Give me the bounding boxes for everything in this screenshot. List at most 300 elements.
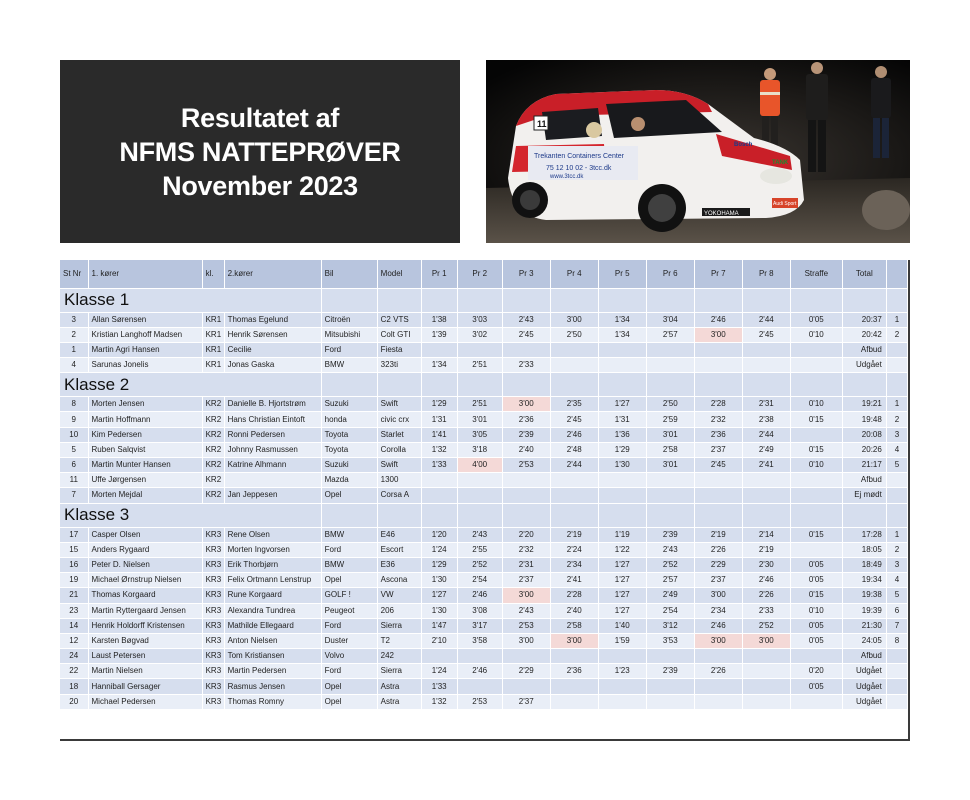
table-cell <box>550 649 598 664</box>
table-cell: Toyota <box>321 427 377 442</box>
table-cell: 12 <box>60 633 88 648</box>
table-cell: 2'31 <box>742 397 790 412</box>
table-row <box>60 312 908 327</box>
table-cell <box>598 342 646 357</box>
table-cell: 2'37 <box>502 694 550 709</box>
table-cell: Kim Pedersen <box>88 427 202 442</box>
table-cell: 0'15 <box>790 527 842 542</box>
table-cell: Johnny Rasmussen <box>224 442 321 457</box>
empty-cell <box>790 503 842 527</box>
table-cell <box>421 649 457 664</box>
table-cell: 2'19 <box>694 527 742 542</box>
table-cell: 2'50 <box>646 397 694 412</box>
table-row <box>60 557 908 572</box>
table-cell: Opel <box>321 573 377 588</box>
table-cell <box>421 342 457 357</box>
empty-cell <box>742 503 790 527</box>
table-cell: 5 <box>886 458 907 473</box>
empty-cell <box>742 373 790 397</box>
table-cell: Henrik Holdorff Kristensen <box>88 618 202 633</box>
table-cell: 242 <box>377 649 421 664</box>
table-cell <box>502 342 550 357</box>
klasse-heading: Klasse 3 <box>60 503 321 527</box>
table-row <box>60 412 908 427</box>
table-cell <box>694 473 742 488</box>
car-sponsor-text: YOKOHAMA <box>704 211 739 217</box>
table-cell: Allan Sørensen <box>88 312 202 327</box>
empty-cell <box>550 288 598 312</box>
table-cell: 2 <box>886 542 907 557</box>
table-row <box>60 342 908 357</box>
table-cell: KR3 <box>202 557 224 572</box>
table-cell <box>421 473 457 488</box>
table-cell: 2'58 <box>646 442 694 457</box>
table-cell: 2'54 <box>646 603 694 618</box>
car-sponsor-text: Audi Sport <box>773 201 797 207</box>
table-row <box>60 573 908 588</box>
table-cell: civic crx <box>377 412 421 427</box>
column-header: Pr 6 <box>646 260 694 288</box>
table-cell: honda <box>321 412 377 427</box>
table-cell: 2'45 <box>502 327 550 342</box>
table-cell: 20:42 <box>842 327 886 342</box>
table-cell <box>790 694 842 709</box>
table-cell <box>742 694 790 709</box>
column-header: 1. kører <box>88 260 202 288</box>
table-cell: 3'02 <box>457 327 502 342</box>
table-cell: 7 <box>886 618 907 633</box>
table-cell <box>550 679 598 694</box>
table-cell: 1 <box>886 397 907 412</box>
empty-cell <box>646 288 694 312</box>
table-cell: Hanniball Gersager <box>88 679 202 694</box>
rally-car-photo <box>486 60 910 243</box>
table-cell <box>886 473 907 488</box>
table-cell: 1'30 <box>421 573 457 588</box>
column-header: Model <box>377 260 421 288</box>
table-cell: Afbud <box>842 649 886 664</box>
table-cell: 17 <box>60 527 88 542</box>
empty-cell <box>694 373 742 397</box>
table-cell: 323ti <box>377 358 421 373</box>
empty-cell <box>502 503 550 527</box>
empty-cell <box>321 503 377 527</box>
table-cell: Peugeot <box>321 603 377 618</box>
table-cell <box>742 679 790 694</box>
table-row <box>60 588 908 603</box>
title-line-1: Resultatet af <box>180 102 340 133</box>
table-cell: Michael Ørnstrup Nielsen <box>88 573 202 588</box>
table-cell: C2 VTS <box>377 312 421 327</box>
empty-cell <box>886 503 907 527</box>
table-cell: T2 <box>377 633 421 648</box>
table-cell: KR1 <box>202 327 224 342</box>
table-cell: KR3 <box>202 603 224 618</box>
table-cell <box>502 649 550 664</box>
table-cell: 20:37 <box>842 312 886 327</box>
table-cell: E46 <box>377 527 421 542</box>
empty-cell <box>377 288 421 312</box>
table-cell: 3'18 <box>457 442 502 457</box>
table-cell: 2'37 <box>502 573 550 588</box>
table-cell: 2'48 <box>550 442 598 457</box>
table-cell: 1'41 <box>421 427 457 442</box>
column-header: St Nr <box>60 260 88 288</box>
table-row <box>60 358 908 373</box>
table-cell: 2'58 <box>550 618 598 633</box>
empty-cell <box>321 288 377 312</box>
table-cell: Alexandra Tundrea <box>224 603 321 618</box>
table-cell: KR2 <box>202 427 224 442</box>
table-cell: 1'40 <box>598 618 646 633</box>
table-cell: Rene Olsen <box>224 527 321 542</box>
table-cell <box>790 488 842 503</box>
table-cell: Henrik Sørensen <box>224 327 321 342</box>
table-cell: 2'43 <box>646 542 694 557</box>
table-cell: 2'54 <box>457 573 502 588</box>
table-cell: 3'04 <box>646 312 694 327</box>
table-cell <box>457 488 502 503</box>
table-cell: E36 <box>377 557 421 572</box>
table-cell: 4'00 <box>457 458 502 473</box>
table-cell: Corsa A <box>377 488 421 503</box>
table-cell <box>598 488 646 503</box>
table-cell: 2'26 <box>742 588 790 603</box>
table-cell: 19:34 <box>842 573 886 588</box>
table-cell <box>790 342 842 357</box>
table-cell <box>457 679 502 694</box>
table-cell: 1'47 <box>421 618 457 633</box>
table-cell: KR3 <box>202 679 224 694</box>
table-cell <box>646 694 694 709</box>
klasse-heading: Klasse 1 <box>60 288 321 312</box>
table-cell: 2'51 <box>457 358 502 373</box>
table-cell: 24:05 <box>842 633 886 648</box>
table-cell: 3'58 <box>457 633 502 648</box>
table-cell: 0'05 <box>790 312 842 327</box>
table-cell: 2'39 <box>502 427 550 442</box>
table-cell: Jonas Gaska <box>224 358 321 373</box>
table-cell: KR2 <box>202 488 224 503</box>
table-cell: 8 <box>886 633 907 648</box>
table-cell: 3'01 <box>646 427 694 442</box>
table-cell: 1'34 <box>421 358 457 373</box>
table-cell: 0'10 <box>790 458 842 473</box>
table-cell: 206 <box>377 603 421 618</box>
table-row <box>60 397 908 412</box>
results-grid <box>60 260 908 710</box>
table-cell <box>742 649 790 664</box>
table-cell: Thomas Egelund <box>224 312 321 327</box>
table-cell: Martin Pedersen <box>224 664 321 679</box>
table-cell: 5 <box>60 442 88 457</box>
table-cell: Morten Jensen <box>88 397 202 412</box>
table-cell: 2'45 <box>742 327 790 342</box>
table-cell: 2'46 <box>694 618 742 633</box>
car-sponsor-text: 75 12 10 02 - 3tcc.dk <box>546 165 612 172</box>
column-header: 2.kører <box>224 260 321 288</box>
table-cell <box>457 649 502 664</box>
empty-cell <box>321 373 377 397</box>
table-cell: Toyota <box>321 442 377 457</box>
table-cell: Ronni Pedersen <box>224 427 321 442</box>
empty-cell <box>842 373 886 397</box>
table-row <box>60 542 908 557</box>
table-cell: 3'00 <box>694 633 742 648</box>
table-cell: Opel <box>321 694 377 709</box>
table-cell <box>886 488 907 503</box>
table-cell: 1'22 <box>598 542 646 557</box>
table-cell <box>694 694 742 709</box>
empty-cell <box>550 373 598 397</box>
table-cell: Udgået <box>842 664 886 679</box>
table-cell: 3'00 <box>550 633 598 648</box>
table-cell: 1'31 <box>421 412 457 427</box>
table-cell: 2'19 <box>550 527 598 542</box>
table-cell: 1'59 <box>598 633 646 648</box>
table-cell: 21 <box>60 588 88 603</box>
results-table <box>60 260 910 741</box>
table-cell: Danielle B. Hjortstrøm <box>224 397 321 412</box>
table-cell <box>646 342 694 357</box>
table-cell: Ford <box>321 618 377 633</box>
table-cell: 22 <box>60 664 88 679</box>
table-cell: Martin Munter Hansen <box>88 458 202 473</box>
table-cell: Suzuki <box>321 458 377 473</box>
table-cell: Cecilie <box>224 342 321 357</box>
column-header: Pr 7 <box>694 260 742 288</box>
table-cell: 16 <box>60 557 88 572</box>
table-cell: 1 <box>60 342 88 357</box>
table-cell: Sierra <box>377 664 421 679</box>
table-row <box>60 633 908 648</box>
table-cell: 1'30 <box>598 458 646 473</box>
table-cell: 2'36 <box>694 427 742 442</box>
table-row <box>60 694 908 709</box>
table-cell: 2'38 <box>742 412 790 427</box>
empty-cell <box>742 288 790 312</box>
table-cell <box>886 358 907 373</box>
table-cell: Ford <box>321 342 377 357</box>
table-cell: 0'05 <box>790 633 842 648</box>
table-cell: Mazda <box>321 473 377 488</box>
table-cell <box>886 679 907 694</box>
table-cell: 1'34 <box>598 327 646 342</box>
table-cell: Anton Nielsen <box>224 633 321 648</box>
table-cell: 2'49 <box>646 588 694 603</box>
column-header: Straffe <box>790 260 842 288</box>
table-cell: 2'46 <box>457 664 502 679</box>
table-cell: KR2 <box>202 458 224 473</box>
table-cell: 1'24 <box>421 664 457 679</box>
table-cell: Suzuki <box>321 397 377 412</box>
column-header: Pr 8 <box>742 260 790 288</box>
table-cell: 2'44 <box>742 427 790 442</box>
table-cell: 2'52 <box>742 618 790 633</box>
title-line-3: November 2023 <box>162 170 358 201</box>
empty-cell <box>457 373 502 397</box>
table-cell: 3'01 <box>457 412 502 427</box>
empty-cell <box>646 503 694 527</box>
table-cell <box>598 358 646 373</box>
table-cell: 2'46 <box>457 588 502 603</box>
table-cell: 2'32 <box>694 412 742 427</box>
table-cell: 1300 <box>377 473 421 488</box>
table-cell: 11 <box>60 473 88 488</box>
table-cell: KR3 <box>202 649 224 664</box>
table-cell: Sierra <box>377 618 421 633</box>
empty-cell <box>457 503 502 527</box>
table-cell: 3'53 <box>646 633 694 648</box>
table-cell <box>790 427 842 442</box>
table-cell: 6 <box>60 458 88 473</box>
table-cell: 3'00 <box>502 588 550 603</box>
table-cell: 19:21 <box>842 397 886 412</box>
table-cell: 1'27 <box>598 588 646 603</box>
table-cell: 3 <box>886 557 907 572</box>
table-cell: 3'17 <box>457 618 502 633</box>
table-cell: Martin Ryttergaard Jensen <box>88 603 202 618</box>
table-cell: 2'53 <box>457 694 502 709</box>
table-cell: 3 <box>60 312 88 327</box>
table-cell: 20 <box>60 694 88 709</box>
table-cell: 2'45 <box>694 458 742 473</box>
table-cell: 3'00 <box>550 312 598 327</box>
table-cell: 1'19 <box>598 527 646 542</box>
table-cell <box>550 342 598 357</box>
table-cell: 1'33 <box>421 679 457 694</box>
table-cell: Ruben Salqvist <box>88 442 202 457</box>
table-cell: Swift <box>377 397 421 412</box>
table-cell: KR1 <box>202 312 224 327</box>
table-row <box>60 649 908 664</box>
title-panel <box>60 60 460 243</box>
table-cell: 3'03 <box>457 312 502 327</box>
empty-cell <box>646 373 694 397</box>
car-sponsor-text: TANK <box>772 160 789 166</box>
table-cell: 19:48 <box>842 412 886 427</box>
table-cell <box>502 473 550 488</box>
table-cell: Casper Olsen <box>88 527 202 542</box>
empty-cell <box>457 288 502 312</box>
table-cell: Mitsubishi <box>321 327 377 342</box>
table-cell: 2'49 <box>742 442 790 457</box>
table-cell: KR1 <box>202 342 224 357</box>
table-cell: KR3 <box>202 542 224 557</box>
car-sponsor-text: Bosch <box>734 142 753 148</box>
table-cell: Thomas Korgaard <box>88 588 202 603</box>
table-cell: 2'52 <box>457 557 502 572</box>
table-cell: Udgået <box>842 358 886 373</box>
table-cell: Felix Ortmann Lenstrup <box>224 573 321 588</box>
table-cell: 20:08 <box>842 427 886 442</box>
table-cell: 1'30 <box>421 603 457 618</box>
empty-cell <box>598 503 646 527</box>
table-cell: 2'44 <box>550 458 598 473</box>
empty-cell <box>694 503 742 527</box>
table-cell: 1'36 <box>598 427 646 442</box>
table-cell <box>550 488 598 503</box>
table-cell: Udgået <box>842 679 886 694</box>
table-cell: 2'34 <box>694 603 742 618</box>
table-cell: Morten Ingvorsen <box>224 542 321 557</box>
table-cell: 1'27 <box>598 397 646 412</box>
table-cell: 2'30 <box>742 557 790 572</box>
table-cell <box>598 679 646 694</box>
table-cell: Martin Hoffmann <box>88 412 202 427</box>
table-cell: 2'24 <box>550 542 598 557</box>
table-cell: Volvo <box>321 649 377 664</box>
table-row <box>60 618 908 633</box>
empty-cell <box>598 288 646 312</box>
column-header: Bil <box>321 260 377 288</box>
column-header: Pr 5 <box>598 260 646 288</box>
table-cell: 2'10 <box>421 633 457 648</box>
empty-cell <box>790 288 842 312</box>
table-cell: Duster <box>321 633 377 648</box>
table-cell: Michael Pedersen <box>88 694 202 709</box>
table-cell: 1'34 <box>598 312 646 327</box>
table-cell: 3'00 <box>694 588 742 603</box>
table-cell: 2'43 <box>457 527 502 542</box>
table-cell: 2'37 <box>694 573 742 588</box>
table-cell: 2'33 <box>502 358 550 373</box>
table-cell: Ford <box>321 664 377 679</box>
table-cell: 1'32 <box>421 442 457 457</box>
table-cell: 2'57 <box>646 573 694 588</box>
table-row <box>60 679 908 694</box>
table-cell <box>646 649 694 664</box>
empty-cell <box>886 373 907 397</box>
table-cell <box>886 694 907 709</box>
table-cell: Martin Nielsen <box>88 664 202 679</box>
table-cell: 1'24 <box>421 542 457 557</box>
empty-cell <box>377 503 421 527</box>
table-cell: Rasmus Jensen <box>224 679 321 694</box>
table-cell <box>886 342 907 357</box>
table-cell: 4 <box>60 358 88 373</box>
table-cell: 2'46 <box>550 427 598 442</box>
empty-cell <box>421 373 457 397</box>
table-cell: KR3 <box>202 633 224 648</box>
rock <box>862 190 910 230</box>
table-cell: BMW <box>321 527 377 542</box>
table-row <box>60 458 908 473</box>
table-cell <box>790 358 842 373</box>
table-cell: 19 <box>60 573 88 588</box>
table-row <box>60 427 908 442</box>
table-cell: 18:49 <box>842 557 886 572</box>
table-cell: KR3 <box>202 527 224 542</box>
table-cell: 2 <box>886 327 907 342</box>
table-cell: 18 <box>60 679 88 694</box>
table-cell: Martin Agri Hansen <box>88 342 202 357</box>
table-cell: KR3 <box>202 573 224 588</box>
table-cell: 23 <box>60 603 88 618</box>
table-cell: 2'41 <box>550 573 598 588</box>
table-row <box>60 327 908 342</box>
table-cell: KR3 <box>202 588 224 603</box>
table-cell: 0'15 <box>790 588 842 603</box>
table-cell <box>550 358 598 373</box>
table-cell: 10 <box>60 427 88 442</box>
table-cell <box>694 679 742 694</box>
table-cell: KR2 <box>202 397 224 412</box>
table-cell: 2'41 <box>742 458 790 473</box>
table-cell: 2'28 <box>694 397 742 412</box>
empty-cell <box>502 288 550 312</box>
table-cell: Citroën <box>321 312 377 327</box>
